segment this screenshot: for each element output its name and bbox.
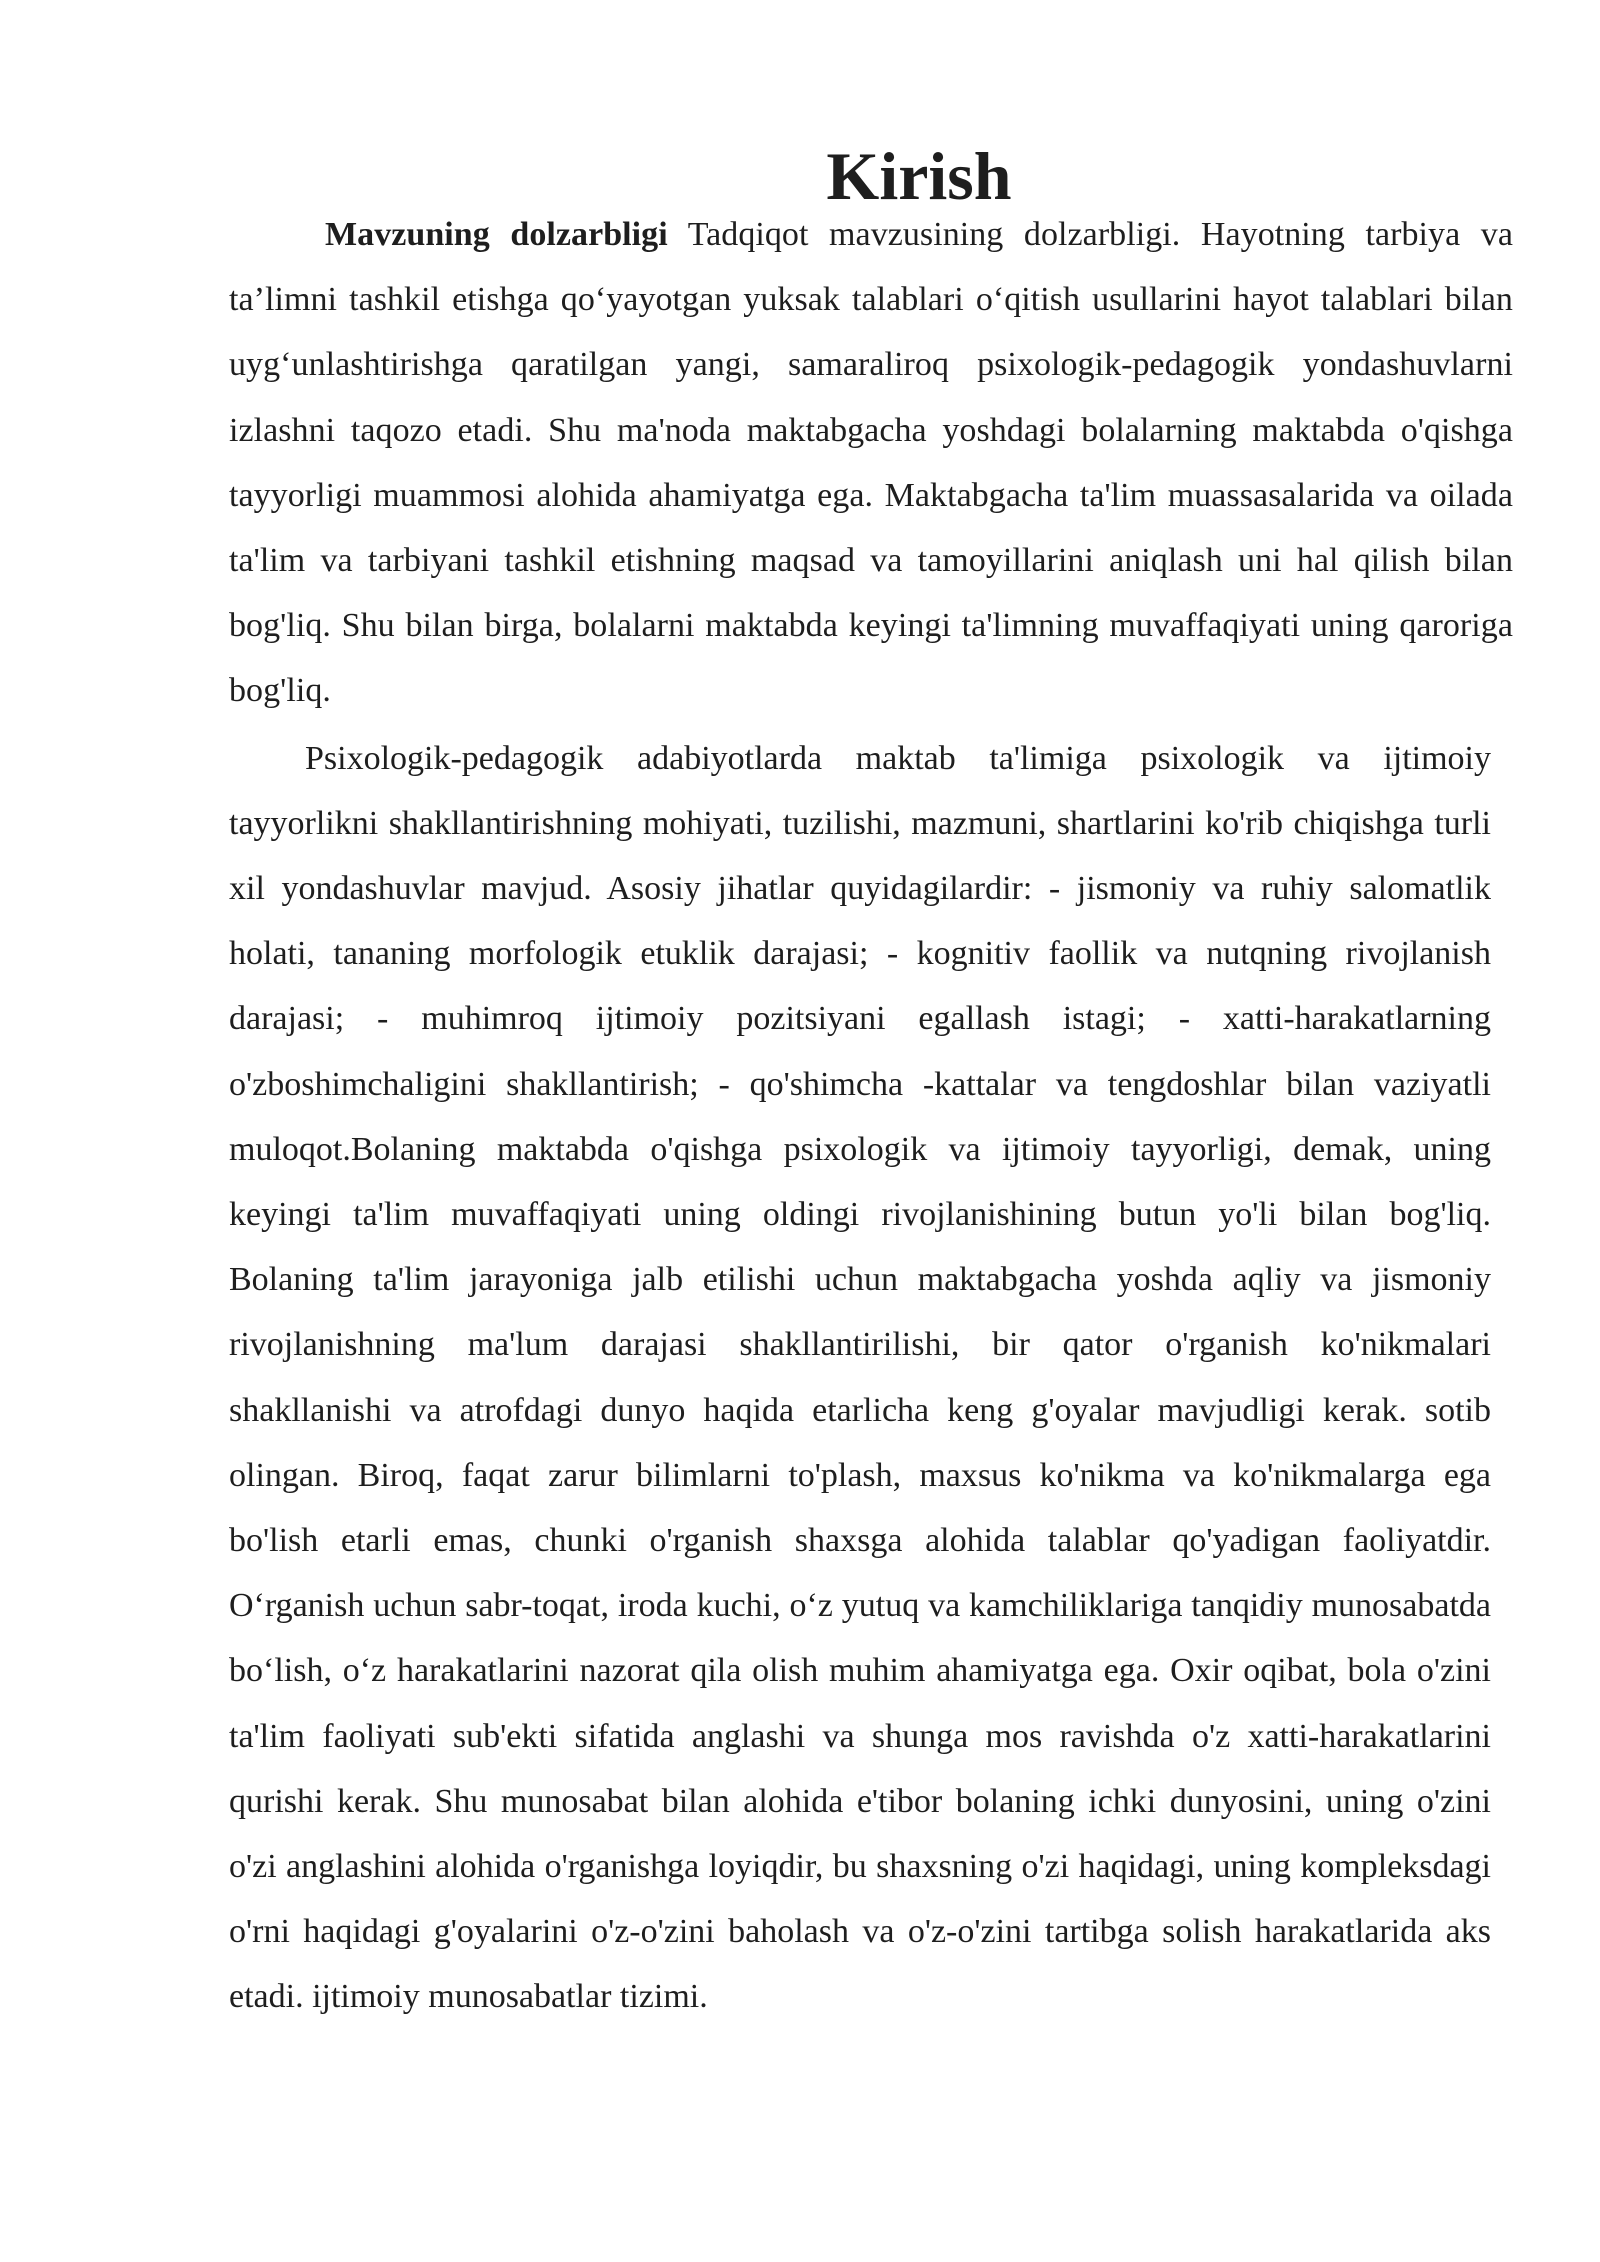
paragraph-readiness: Psixologik-pedagogik adabiyotlarda maktab ta'limiga psixologik va ijtimoiy tayyorlikni shakllantirishning mohiyati, tuzilishi, mazmuni, shartlarini ko'rib chiqishga turli xil yondashuvlar mavjud. Asosiy jihatlar quyidagilardir: - jismoniy va ruhiy salomatlik holati, tananing morfologik etuklik darajasi; - kognitiv faollik va nutqning rivojlanish darajasi; - muhimroq ijtimoiy pozitsiyani egallash istagi; - xatti-harakatlarning o'zboshimchaligini shakllantirish; - qo'shimcha -kattalar va tengdoshlar bilan vaziyatli muloqot.Bolaning maktabda o'qishga psixologik va ijtimoiy tayyorligi, demak, uning keyingi ta'lim muvaffaqiyati uning oldingi rivojlanishining butun yo'li bilan bog'liq. Bolaning ta'lim jarayoniga jalb etilishi uchun maktabgacha yoshda aqliy va jismoniy rivojlanishning ma'lum darajasi shakllantirilishi, bir qator o'rganish ko'nikmalari shakllanishi va atrofdagi dunyo haqida etarlicha keng g'oyalar mavjudligi kerak. sotib olingan. Biroq, faqat zarur bilimlarni to'plash, maxsus ko'nikma va ko'nikmalarga ega bo'lish etarli emas, chunki o'rganish shaxsga alohida talablar qo'yadigan faoliyatdir. O‘rganish uchun sabr-toqat, iroda kuchi, o‘z yutuq va kamchiliklariga tanqidiy munosabatda bo‘lish, o‘z harakatlarini nazorat qila olish muhim ahamiyatga ega. Oxir oqibat, bola o'zini ta'lim faoliyati sub'ekti sifatida anglashi va shunga mos ravishda o'z xatti-harakatlarini qurishi kerak. Shu munosabat bilan alohida e'tibor bolaning ichki dunyosini, uning o'zini o'zi anglashini alohida o'rganishga loyiqdir, bu shaxsning o'zi haqidagi, uning kompleksdagi o'rni haqidagi g'oyalarini o'z-o'zini baholash va o'z-o'zini tartibga solish harakatlarida aks etadi. ijtimoiy munosabatlar tizimi. bbox=[229, 739, 1491, 2016]
paragraph-text: Tadqiqot mavzusining dolzarbligi. Hayotning tarbiya va ta’limni tashkil etishga qo‘yayotgan yuksak talablari o‘qitish usullarini hayot talablari bilan uyg‘unlashtirishga qaratilgan yangi, samaraliroq psixologik-pedagogik yondashuvlarni izlashni taqozo etadi. Shu ma'noda maktabgacha yoshdagi bolalarning maktabda o'qishga tayyorligi muammosi alohida ahamiyatga ega. Maktabgacha ta'lim muassasalarida va oilada ta'lim va tarbiyani tashkil etishning maqsad va tamoyillarini aniqlash uni hal qilish bilan bog'liq. Shu bilan birga, bolalarni maktabda keyingi ta'limning muvaffaqiyati uning qaroriga bog'liq. bbox=[229, 216, 1513, 710]
document-body bbox=[229, 138, 1513, 2030]
paragraph-relevance bbox=[229, 202, 1513, 724]
paragraph-lead: Mavzuning dolzarbligi bbox=[325, 216, 668, 253]
section-title: Kirish bbox=[826, 138, 1012, 214]
